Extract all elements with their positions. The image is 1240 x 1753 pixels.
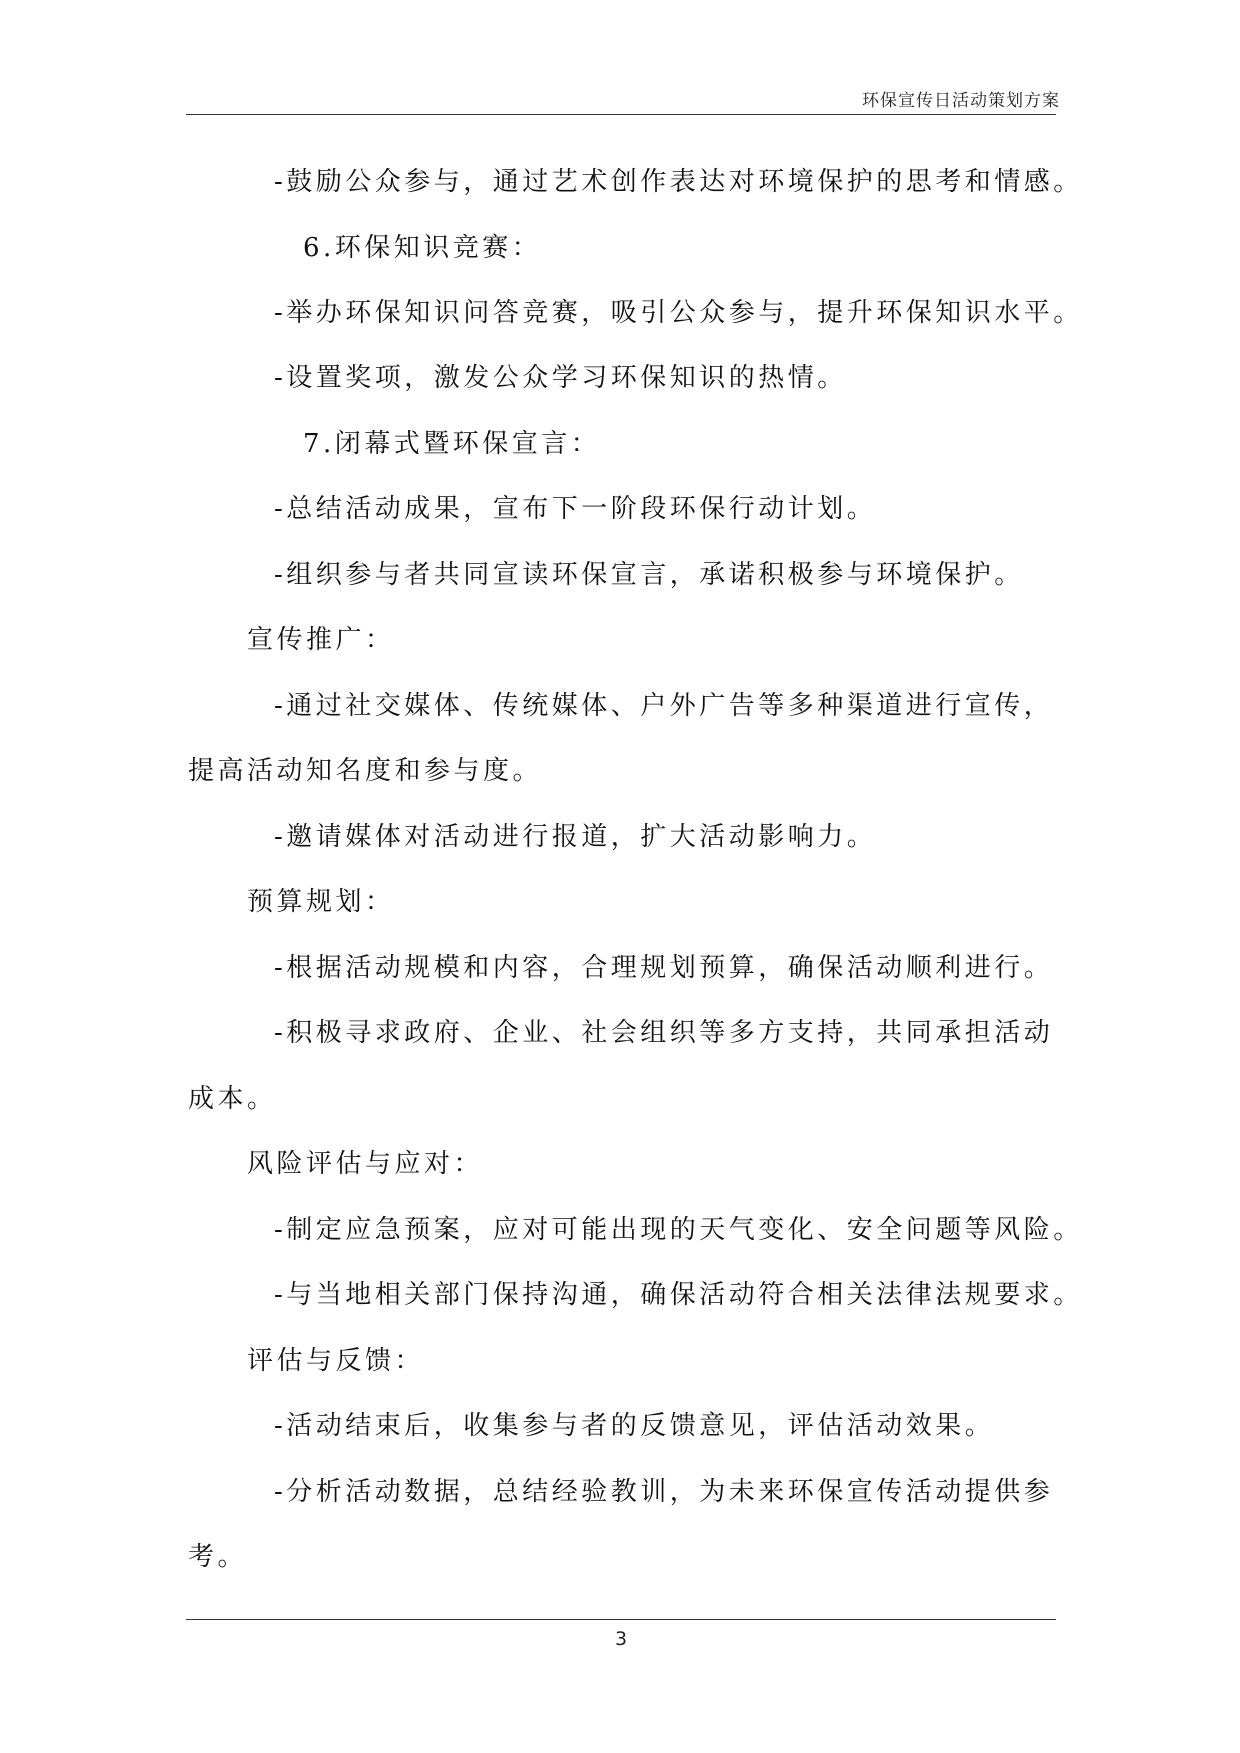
body-line: -根据活动规模和内容，合理规划预算，确保活动顺利进行。 [274, 953, 1054, 983]
body-line: -制定应急预案，应对可能出现的天气变化、安全问题等风险。 [274, 1215, 1083, 1245]
running-header: 环保宣传日活动策划方案 [862, 91, 1060, 111]
body-line: -积极寻求政府、企业、社会组织等多方支持，共同承担活动 [274, 1018, 1054, 1048]
section-heading: 7.闭幕式暨环保宣言： [303, 429, 601, 459]
body-line: -举办环保知识问答竞赛，吸引公众参与，提升环保知识水平。 [274, 298, 1083, 328]
page-number: 3 [614, 1628, 628, 1650]
footer-divider [186, 1619, 1056, 1620]
body-line: -邀请媒体对活动进行报道，扩大活动影响力。 [274, 822, 877, 852]
body-line: 提高活动知名度和参与度。 [188, 756, 543, 786]
section-heading: 评估与反馈： [247, 1346, 425, 1376]
body-line: -设置奖项，激发公众学习环保知识的热情。 [274, 363, 847, 393]
body-line: 考。 [188, 1542, 248, 1572]
section-heading: 宣传推广： [247, 625, 395, 655]
section-heading: 预算规划： [247, 887, 395, 917]
section-heading: 6.环保知识竞赛： [303, 233, 542, 263]
body-line: -活动结束后，收集参与者的反馈意见，评估活动效果。 [274, 1411, 995, 1441]
body-line: 成本。 [188, 1084, 277, 1114]
body-line: -总结活动成果，宣布下一阶段环保行动计划。 [274, 494, 877, 524]
header-divider [186, 114, 1056, 115]
section-heading: 风险评估与应对： [247, 1149, 484, 1179]
body-line: -组织参与者共同宣读环保宣言，承诺积极参与环境保护。 [274, 560, 1024, 590]
body-line: -分析活动数据，总结经验教训，为未来环保宣传活动提供参 [274, 1477, 1054, 1507]
body-line: -与当地相关部门保持沟通，确保活动符合相关法律法规要求。 [274, 1280, 1083, 1310]
body-line: -鼓励公众参与，通过艺术创作表达对环境保护的思考和情感。 [274, 167, 1083, 197]
body-line: -通过社交媒体、传统媒体、户外广告等多种渠道进行宣传， [274, 691, 1054, 721]
